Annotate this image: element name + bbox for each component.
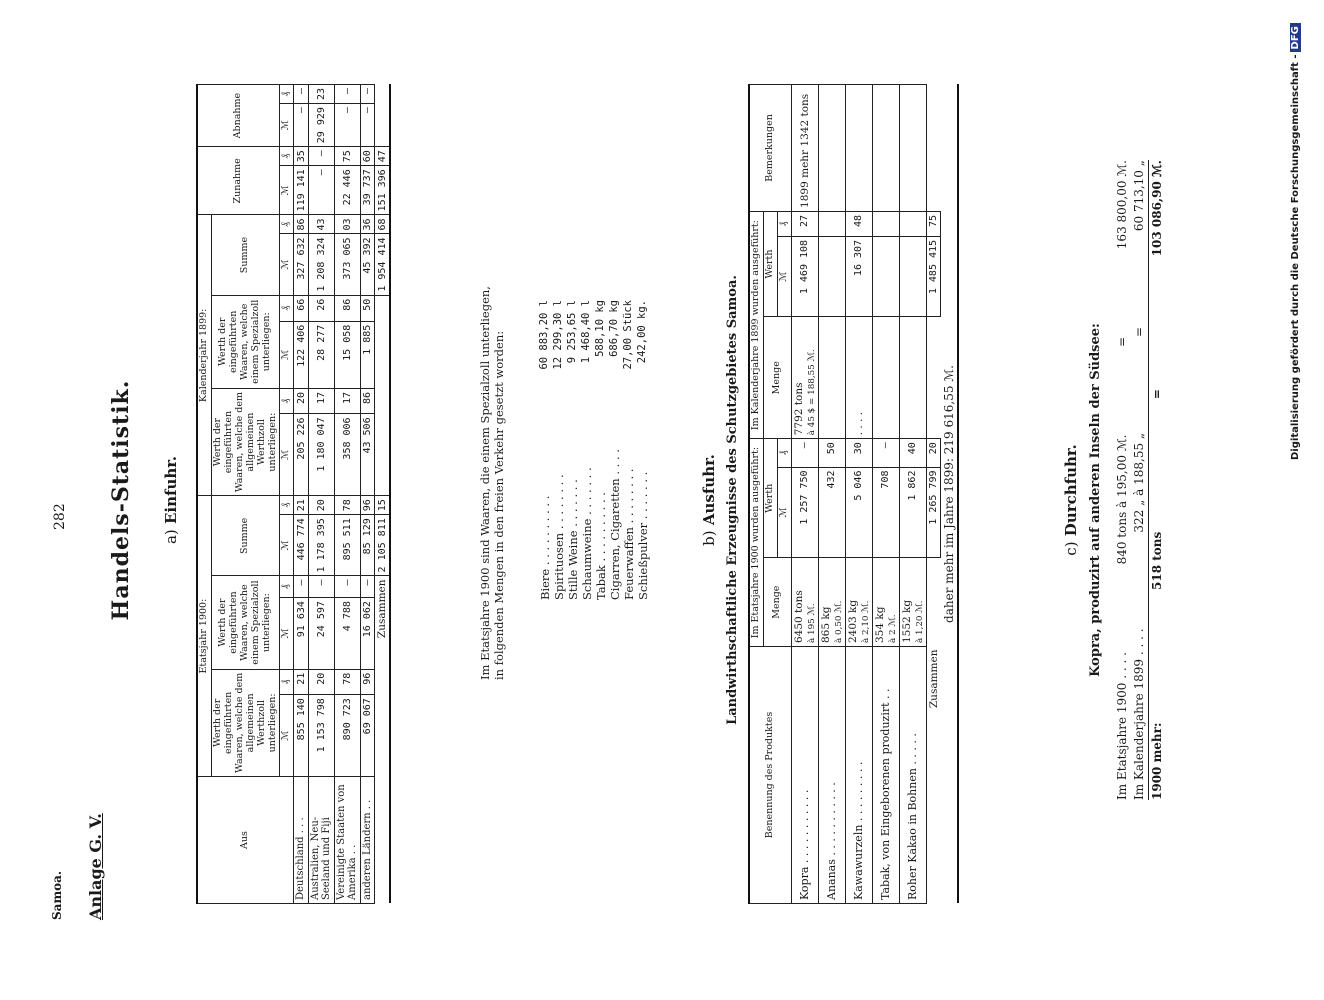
page-title: Handels-Statistik.: [108, 379, 134, 621]
dfg-logo: DFG: [1290, 23, 1301, 52]
cell: 36: [360, 215, 375, 234]
unit-pf: ₰: [280, 295, 294, 321]
anlage-label: Anlage G. V.: [86, 813, 105, 920]
cell: 30: [845, 439, 872, 467]
table-row: [872, 85, 899, 904]
total-k: 1 485 415: [926, 236, 941, 316]
cell: 890 723: [334, 695, 360, 777]
cell: 86: [334, 295, 360, 321]
cell: 119 141: [294, 166, 309, 215]
unit-mark: ℳ: [280, 166, 294, 215]
row-label: Deutschland . . .: [294, 777, 309, 904]
cell: 20: [308, 496, 334, 515]
col-aus: Aus: [197, 777, 294, 904]
cell-menge: [872, 317, 899, 439]
list-item: Im Kalenderjahre 1899 . . . . 322 „ à 188,55 „ = 60 713,10 „: [1131, 160, 1146, 800]
cell: 45 392: [360, 234, 375, 295]
cell: 26: [308, 295, 334, 321]
unit-mark: ℳ: [280, 515, 294, 576]
list-item: Tabak . . . . . . . . . . 588,10 kg: [594, 300, 609, 600]
cell: 358 006: [334, 414, 360, 496]
cell: 86: [360, 388, 375, 413]
cell: 69 067: [360, 695, 375, 777]
cell: 03: [334, 215, 360, 234]
cell: 5 046: [845, 467, 872, 558]
col-etatsjahr: Etatsjahr 1900:: [197, 496, 211, 777]
cell: —: [334, 576, 360, 598]
cell: 50: [818, 439, 845, 467]
cell-menge: . . . .: [845, 317, 872, 439]
ausfuhr-heading: b) Ausfuhr.: [700, 454, 718, 546]
ausfuhr-table: [748, 84, 959, 904]
cell: 17: [334, 388, 360, 413]
list-item: Feuerwaffen . . . . . . . . 27,00 Stück: [622, 300, 637, 600]
table-row: [294, 85, 309, 904]
list-item: 1900 mehr: 518 tons = 103 086,90 ℳ.: [1149, 160, 1164, 800]
cell: 327 632: [294, 234, 309, 295]
cell: 1 153 798: [308, 695, 334, 777]
unit-pf: ₰: [280, 388, 294, 413]
row-label: anderen Ländern . .: [360, 777, 375, 904]
col-k-allg: Werth der eingeführten Waaren, welche dem allgemeinen Werthzoll unterliegen:: [211, 388, 280, 495]
total-zu: 151 396: [375, 166, 391, 215]
col-produkt: Benennung des Produktes: [749, 647, 791, 904]
total-k-pf: 75: [926, 211, 941, 236]
cell: 40: [899, 439, 926, 467]
col-bemerkungen: Bemerkungen: [749, 85, 791, 212]
row-label: Kawawurzeln . . . . . . . . .: [845, 647, 872, 904]
cell-menge: 2403 kg à 2,10 ℳ.: [845, 558, 872, 647]
cell-menge: [818, 317, 845, 439]
einfuhr-table: [196, 84, 391, 904]
total-e: 1 265 799: [926, 467, 941, 558]
list-item: Schießpulver . . . . . . . 242,00 kg.: [636, 300, 651, 600]
list-item: Cigarren, Cigaretten . . . . 686,70 kg: [608, 300, 623, 600]
einfuhr-heading: a) Einfuhr.: [162, 455, 180, 545]
cell-menge: 865 kg à 0,50 ℳ.: [818, 558, 845, 647]
cell-menge: 7792 tons à 45 $ = 188,55 ℳ.: [791, 317, 818, 439]
table-row: [818, 85, 845, 904]
total-e-pf: 20: [926, 439, 941, 467]
unit-pf: ₰: [280, 576, 294, 598]
col-menge: Menge: [763, 317, 791, 439]
unit-pf: ₰: [777, 439, 791, 467]
cell: —: [360, 85, 375, 104]
ausfuhr-subtitle: Landwirthschaftliche Erzeugnisse des Schutzgebietes Samoa.: [725, 275, 740, 725]
col-werth: Werth: [763, 439, 777, 558]
cell: 20: [294, 388, 309, 413]
unit-mark: ℳ: [777, 467, 791, 558]
cell: 60: [360, 147, 375, 166]
total-label: Zusammen: [376, 579, 389, 639]
col-abnahme: Abnahme: [197, 85, 280, 147]
cell: —: [334, 104, 360, 147]
cell: 21: [294, 496, 309, 515]
cell: 1 257 750: [791, 467, 818, 558]
cell: 4 788: [334, 598, 360, 670]
durchfuhr-rows: [1114, 160, 1165, 800]
goods-list: [538, 300, 650, 600]
unit-mark: ℳ: [280, 234, 294, 295]
running-head: Samoa.: [50, 870, 64, 920]
cell-menge: 1552 kg à 1,20 ℳ.: [899, 558, 926, 647]
cell: 1 862: [899, 467, 926, 558]
cell: 24 597: [308, 598, 334, 670]
total-e-pf: 15: [375, 496, 391, 515]
cell: —: [308, 166, 334, 215]
cell: 48: [845, 211, 872, 236]
cell: [872, 236, 899, 316]
table-row: [899, 85, 926, 904]
cell: 432: [818, 467, 845, 558]
page-number: 282: [52, 503, 68, 530]
cell-bem: [818, 85, 845, 212]
list-item: Spirituosen . . . . . . . . 12 299,30 l: [552, 300, 567, 600]
table-row: [791, 85, 818, 904]
row-label: Vereinigte Staaten von Amerika . .: [334, 777, 360, 904]
table-row: [334, 85, 360, 904]
cell: [818, 211, 845, 236]
cell-menge: [899, 317, 926, 439]
unit-pf: ₰: [280, 147, 294, 166]
col-zunahme: Zunahme: [197, 147, 280, 215]
row-label: Roher Kakao in Bohnen . . . . .: [899, 647, 926, 904]
total-label: Zusammen: [927, 649, 940, 709]
list-item: Schaumweine . . . . . . . 1 468,40 l: [580, 300, 595, 600]
cell: 43: [308, 215, 334, 234]
cell: —: [308, 147, 334, 166]
unit-pf: ₰: [280, 669, 294, 694]
spezialzoll-note: Im Etatsjahre 1900 sind Waaren, die einem Spezialzoll unterliegen, in folgenden Mengen in den freien Verkehr gesetzt worden:: [478, 286, 507, 680]
cell: 855 140: [294, 695, 309, 777]
col-k-spez: Werth der eingeführten Waaren, welche einem Spezialzoll unterliegen:: [211, 295, 280, 388]
cell: 21: [294, 669, 309, 694]
cell: 205 226: [294, 414, 309, 496]
col-kalenderjahr: Kalenderjahr 1899:: [197, 215, 211, 496]
cell: 373 065: [334, 234, 360, 295]
cell-bem: [899, 85, 926, 212]
unit-mark: ℳ: [777, 236, 791, 316]
cell: 1 178 395: [308, 515, 334, 576]
cell: 708: [872, 467, 899, 558]
durchfuhr-heading: c) Durchfuhr.: [1062, 444, 1080, 556]
cell: 16 307: [845, 236, 872, 316]
unit-pf: ₰: [777, 211, 791, 236]
cell: 1 208 324: [308, 234, 334, 295]
cell: 29 929: [308, 104, 334, 147]
cell: —: [308, 576, 334, 598]
cell: 91 634: [294, 598, 309, 670]
cell: —: [294, 104, 309, 147]
cell-bem: [872, 85, 899, 212]
cell-menge: 6450 tons à 195 ℳ.: [791, 558, 818, 647]
list-item: Stille Weine . . . . . . . 9 253,65 l: [566, 300, 581, 600]
col-kal: Im Kalenderjahre 1899 wurden ausgeführt:: [749, 211, 763, 438]
dfg-credit: Digitalisierung gefördert durch die Deutsche Forschungsgemeinschaft -DFG: [1290, 23, 1301, 460]
cell: [899, 211, 926, 236]
unit-pf: ₰: [280, 85, 294, 104]
unit-mark: ℳ: [280, 414, 294, 496]
col-k-summe: Summe: [211, 215, 280, 295]
cell: 85 129: [360, 515, 375, 576]
cell: 1 469 108: [791, 236, 818, 316]
cell: 122 406: [294, 321, 309, 388]
total-zu-pf: 47: [375, 147, 391, 166]
cell: 17: [308, 388, 334, 413]
cell: 446 774: [294, 515, 309, 576]
cell: —: [791, 439, 818, 467]
unit-mark: ℳ: [280, 321, 294, 388]
cell: 16 062: [360, 598, 375, 670]
total-k-pf: 68: [375, 215, 391, 234]
cell: 22 446: [334, 166, 360, 215]
cell: —: [334, 85, 360, 104]
col-e-allg: Werth der eingeführten Waaren, welche dem allgemeinen Werthzoll unterliegen:: [211, 669, 280, 776]
row-label: Tabak, von Eingeborenen produzirt . .: [872, 647, 899, 904]
cell: —: [360, 576, 375, 598]
row-label: Australien, Neu-Seeland und Fiji: [308, 777, 334, 904]
list-item: Im Etatsjahre 1900 . . . . 840 tons à 195,00 ℳ. = 163 800,00 ℳ.: [1115, 160, 1129, 800]
cell: 15 058: [334, 321, 360, 388]
cell: [872, 211, 899, 236]
cell-bem: [845, 85, 872, 212]
daher-line: daher mehr im Jahre 1899: 219 616,55 ℳ.: [942, 365, 957, 623]
cell-menge: 354 kg à 2 ℳ.: [872, 558, 899, 647]
cell: 43 506: [360, 414, 375, 496]
cell: 35: [294, 147, 309, 166]
col-e-spez: Werth der eingeführten Waaren, welche einem Spezialzoll unterliegen:: [211, 576, 280, 669]
col-etat: Im Etatsjahre 1900 wurden ausgeführt:: [749, 439, 763, 647]
cell: 78: [334, 496, 360, 515]
list-item: Biere . . . . . . . . . . 60 883,20 l: [538, 300, 552, 600]
total-row: [926, 85, 941, 904]
cell: —: [294, 576, 309, 598]
unit-pf: ₰: [280, 496, 294, 515]
unit-mark: ℳ: [280, 104, 294, 147]
cell: 39 737: [360, 166, 375, 215]
cell: 1 885: [360, 321, 375, 388]
cell: 28 277: [308, 321, 334, 388]
cell: 78: [334, 669, 360, 694]
unit-mark: ℳ: [280, 695, 294, 777]
cell: 23: [308, 85, 334, 104]
cell: [899, 236, 926, 316]
cell: —: [872, 439, 899, 467]
cell: 1 180 047: [308, 414, 334, 496]
col-e-summe: Summe: [211, 496, 280, 576]
cell: [818, 236, 845, 316]
cell: —: [360, 104, 375, 147]
cell: 20: [308, 669, 334, 694]
cell: 96: [360, 496, 375, 515]
col-menge: Menge: [763, 558, 791, 647]
cell: 27: [791, 211, 818, 236]
cell: 75: [334, 147, 360, 166]
cell: 50: [360, 295, 375, 321]
cell-bem: 1899 mehr 1342 tons: [791, 85, 818, 212]
cell: —: [294, 85, 309, 104]
table-row: [845, 85, 872, 904]
total-e: 2 105 811: [375, 515, 391, 576]
table-row: [360, 85, 375, 904]
total-row: [375, 85, 391, 904]
cell: 96: [360, 669, 375, 694]
col-werth: Werth: [763, 211, 777, 316]
cell: 895 511: [334, 515, 360, 576]
cell: 66: [294, 295, 309, 321]
row-label: Ananas . . . . . . . . . . .: [818, 647, 845, 904]
cell: 86: [294, 215, 309, 234]
row-label: Kopra . . . . . . . . . . .: [791, 647, 818, 904]
unit-mark: ℳ: [280, 598, 294, 670]
table-row: [308, 85, 334, 904]
durchfuhr-line: Kopra, produzirt auf anderen Inseln der Südsee:: [1088, 323, 1103, 677]
unit-pf: ₰: [280, 215, 294, 234]
total-k: 1 954 414: [375, 234, 391, 295]
